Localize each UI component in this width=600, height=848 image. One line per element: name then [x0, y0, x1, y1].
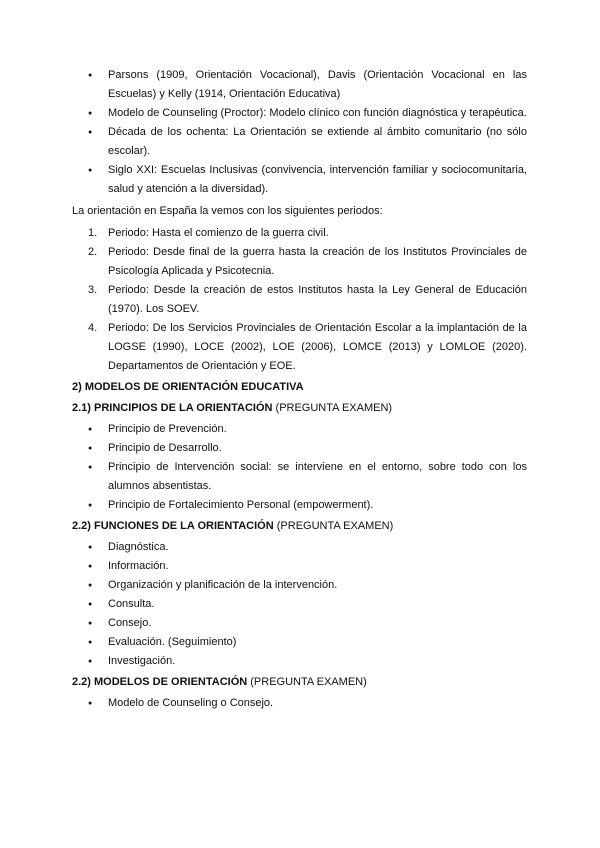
spain-intro-paragraph: La orientación en España la vemos con los siguientes periodos:	[72, 205, 383, 217]
list-item: ● Década de los ochenta: La Orientación se extiende al ámbito comunitario (no sólo escolar).	[72, 123, 527, 161]
list-number: 2.	[88, 246, 98, 258]
section-2-1-heading	[72, 399, 527, 418]
section-2-2-models-heading	[72, 673, 527, 692]
list-item: ● Principio de Fortalecimiento Personal (empowerment).	[72, 496, 527, 515]
list-item: ● Información.	[72, 557, 527, 576]
list-item: ● Consulta.	[72, 595, 527, 614]
principles-list	[72, 420, 527, 515]
section-2-1-title: 2.1) PRINCIPIOS DE LA ORIENTACIÓN	[72, 402, 273, 414]
list-number: 1.	[88, 227, 98, 239]
section-2-2-functions-title: 2.2) FUNCIONES DE LA ORIENTACIÓN	[72, 520, 274, 532]
list-item-text: Periodo: Hasta el comienzo de la guerra civil.	[108, 227, 329, 239]
list-item: ● Consejo.	[72, 614, 527, 633]
list-item: ● Principio de Intervención social: se interviene en el entorno, sobre todo con los alumnos absentistas.	[72, 458, 527, 496]
section-2-heading	[72, 378, 527, 397]
list-item	[72, 224, 527, 243]
section-2-title: 2) MODELOS DE ORIENTACIÓN EDUCATIVA	[72, 381, 304, 393]
list-item: ● Diagnóstica.	[72, 538, 527, 557]
functions-list	[72, 538, 527, 671]
list-item	[72, 319, 527, 376]
list-item: ● Principio de Prevención.	[72, 420, 527, 439]
list-item-text: Periodo: Desde final de la guerra hasta la creación de los Institutos Provinciales de Psicología Aplicada y Psicotecnia.	[108, 246, 527, 277]
list-number: 4.	[88, 322, 98, 334]
section-2-2-models-title: 2.2) MODELOS DE ORIENTACIÓN	[72, 676, 248, 688]
list-item	[72, 281, 527, 319]
list-number: 3.	[88, 284, 98, 296]
exam-note: (PREGUNTA EXAMEN)	[272, 402, 393, 414]
section-2-2-functions-heading	[72, 517, 527, 536]
list-item: ● Modelo de Counseling (Proctor): Modelo clínico con función diagnóstica y terapéutica.	[72, 104, 527, 123]
list-item: ● Siglo XXI: Escuelas Inclusivas (convivencia, intervención familiar y sociocomunitaria, salud y atención a la diversidad).	[72, 161, 527, 199]
exam-note: (PREGUNTA EXAMEN)	[273, 520, 394, 532]
list-item: ● Investigación.	[72, 652, 527, 671]
list-item: ● Principio de Desarrollo.	[72, 439, 527, 458]
page-content	[72, 66, 527, 713]
exam-note: (PREGUNTA EXAMEN)	[247, 676, 367, 688]
list-item: ● Evaluación. (Seguimiento)	[72, 633, 527, 652]
spain-periods-list	[72, 224, 527, 376]
list-item: ● Parsons (1909, Orientación Vocacional), Davis (Orientación Vocacional en las Escuelas) y Kelly (1914, Orientación Educativa)	[72, 66, 527, 104]
list-item	[72, 243, 527, 281]
list-item-text: Periodo: Desde la creación de estos Institutos hasta la Ley General de Educación (1970). Los SOEV.	[108, 284, 527, 315]
list-item-text: Periodo: De los Servicios Provinciales de Orientación Escolar a la implantación de la LOGSE (1990), LOCE (2002), LOE (2006), LOMCE (2013) y LOMLOE (2020). Departamentos de Orientación y EOE.	[108, 322, 527, 372]
list-item: ● Modelo de Counseling o Consejo.	[72, 694, 527, 713]
history-bullet-list	[72, 66, 527, 199]
list-item: ● Organización y planificación de la intervención.	[72, 576, 527, 595]
models-list	[72, 694, 527, 713]
